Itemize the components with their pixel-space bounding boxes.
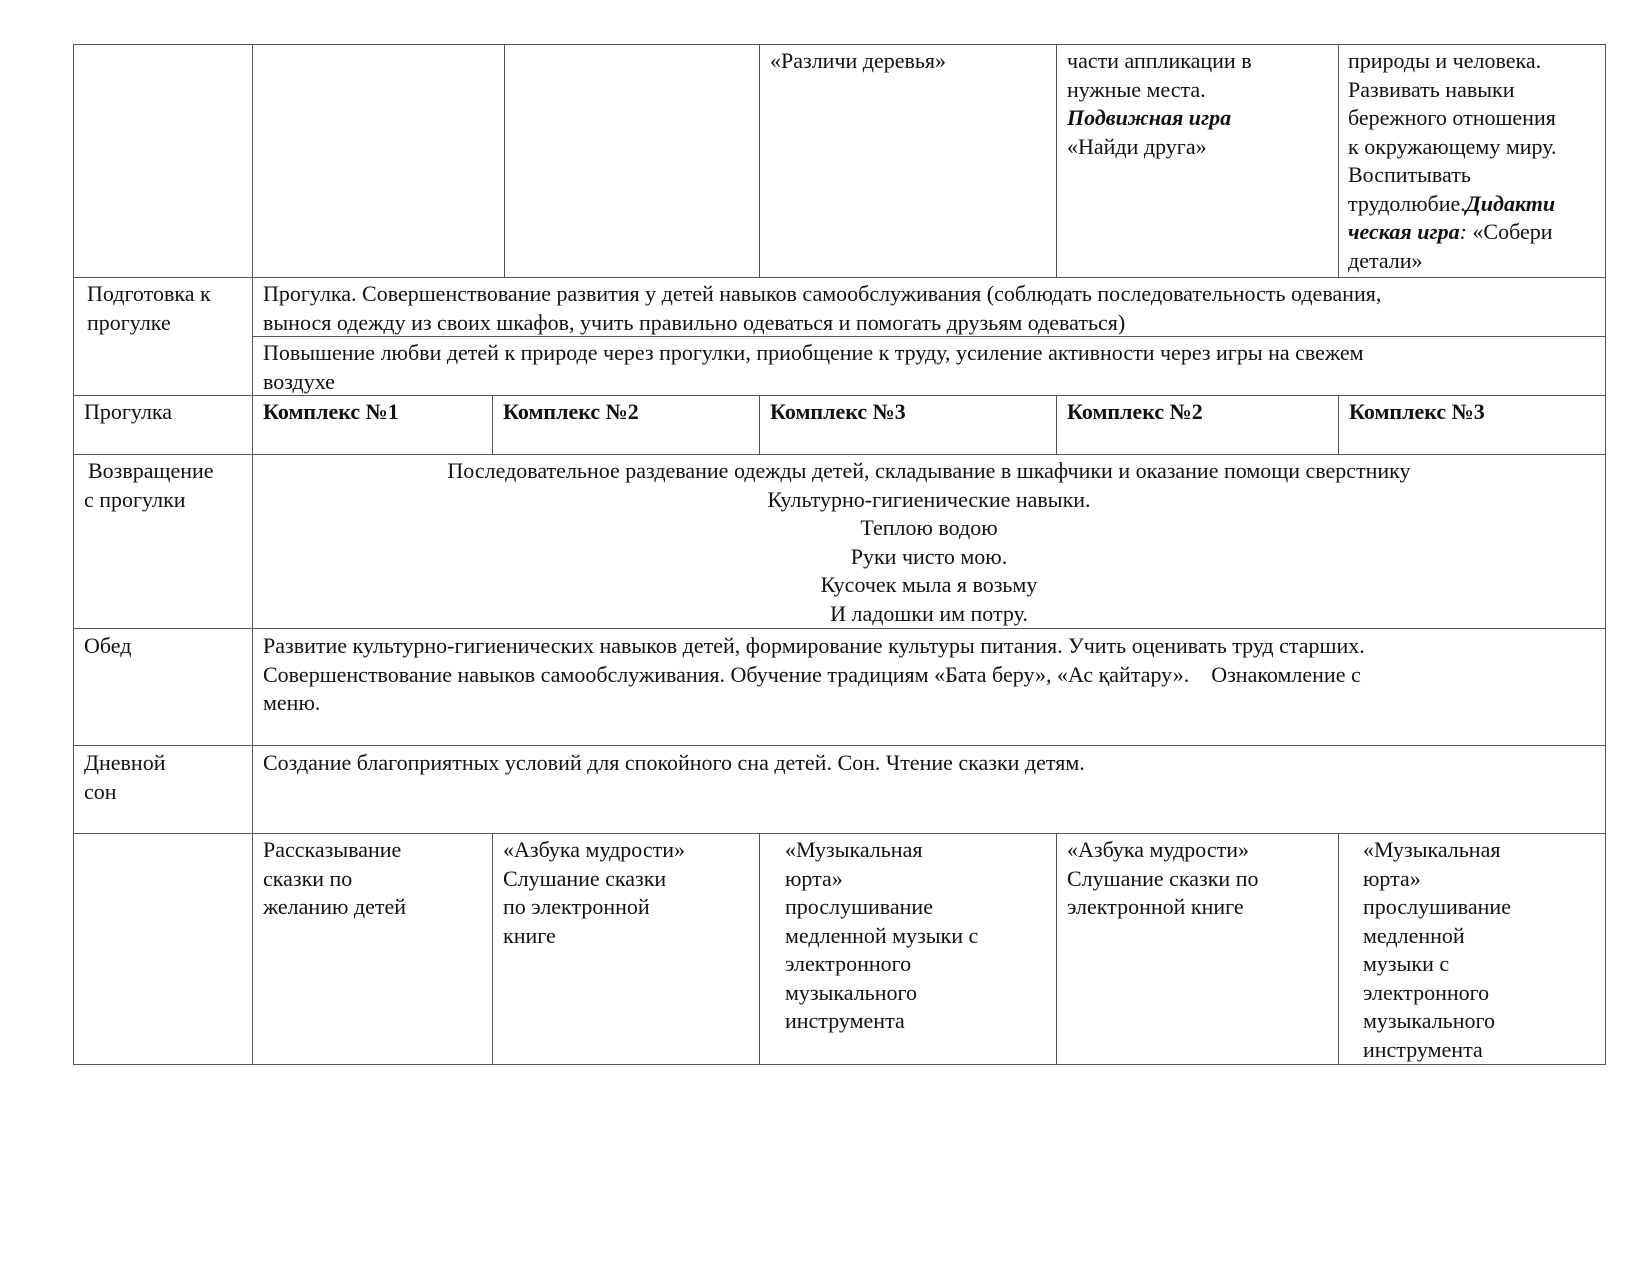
rule-nap-bottom — [73, 833, 1606, 834]
nap-label-line: Дневной — [84, 750, 166, 775]
row1-col6-line: Развивать навыки — [1348, 76, 1515, 102]
walk-complex-1-text: Комплекс №1 — [263, 399, 399, 424]
prep-text-1 — [252, 280, 1606, 337]
lunch-text-line: меню. — [263, 690, 321, 715]
return-text-line: Руки чисто мою. — [850, 543, 1008, 569]
row1-col6-line7-bold: ческая игра — [1348, 219, 1460, 244]
rule-row1-bottom — [73, 277, 1606, 278]
nap-label — [73, 749, 252, 806]
schedule-table — [73, 44, 1606, 1064]
row1-col6-line-7 — [1348, 218, 1602, 247]
lunch-label — [73, 632, 252, 661]
walk-complex-1 — [252, 398, 492, 427]
row1-col6-line: бережного отношения — [1348, 105, 1556, 130]
stories-col6 — [1338, 836, 1606, 1064]
row1-col5-line: нужные места. — [1067, 76, 1206, 102]
row1-col5-game-name: «Найди друга» — [1067, 133, 1207, 159]
nap-text — [252, 749, 1606, 778]
return-label-line: Возвращение — [88, 458, 214, 483]
stories-col6-line: электронного — [1363, 979, 1490, 1005]
lunch-text-line: Совершенствование навыков самообслуживания. Обучение традициям «Бата беру», «Ас қайтару». Ознакомление с — [263, 661, 1361, 687]
walk-label-text: Прогулка — [84, 399, 173, 424]
row1-col6-line: Воспитывать — [1348, 162, 1471, 187]
lunch-text — [252, 632, 1606, 718]
stories-col6-line: медленной — [1363, 922, 1465, 948]
stories-col3 — [492, 836, 759, 950]
nap-label-line: сон — [84, 778, 117, 804]
stories-col2 — [252, 836, 492, 922]
prep-label — [73, 280, 252, 337]
rule-top — [73, 44, 1606, 45]
prep-text-2 — [252, 339, 1606, 396]
stories-col3-line: книге — [503, 922, 556, 948]
walk-complex-5-text: Комплекс №3 — [1349, 399, 1485, 424]
stories-col4-line: медленной музыки с — [785, 922, 979, 948]
walk-complex-2 — [492, 398, 759, 427]
stories-col2-line: Рассказывание — [263, 837, 402, 862]
stories-col5-line: Слушание сказки по — [1067, 865, 1259, 891]
prep-text-1-line: вынося одежду из своих шкафов, учить правильно одеваться и помогать друзьям одеваться) — [263, 309, 1126, 335]
lunch-label-text: Обед — [84, 633, 132, 658]
row1-col6-line6-bold: Дидакти — [1465, 190, 1556, 216]
row1-col6-line7-colon: : — [1459, 219, 1467, 244]
stories-col3-line: по электронной — [503, 894, 650, 919]
row1-col6-line: к окружающему миру. — [1348, 133, 1557, 159]
walk-complex-3 — [759, 398, 1056, 427]
return-label-line: с прогулки — [84, 486, 186, 512]
stories-col6-line: инструмента — [1363, 1036, 1483, 1062]
walk-label — [73, 398, 252, 427]
rule-return-bottom — [73, 628, 1606, 629]
rule-walk-bottom — [73, 454, 1606, 455]
rule-row1-col3 — [759, 44, 760, 277]
walk-complex-4-text: Комплекс №2 — [1067, 399, 1203, 424]
stories-col4-line: прослушивание — [785, 894, 933, 919]
row1-cell-col4 — [759, 47, 1056, 76]
stories-col3-line: Слушание сказки — [503, 865, 667, 891]
stories-col3-line: «Азбука мудрости» — [503, 837, 685, 862]
nap-text-line: Создание благоприятных условий для спокойного сна детей. Сон. Чтение сказки детям. — [263, 750, 1085, 775]
stories-col2-line: желанию детей — [263, 894, 407, 919]
walk-complex-5 — [1338, 398, 1606, 427]
stories-col4-line: музыкального — [785, 979, 917, 1005]
row1-col5-line: части аппликации в — [1067, 48, 1252, 73]
stories-col6-line: юрта» — [1363, 865, 1421, 891]
row1-col6-line6-plain: трудолюбие. — [1348, 190, 1466, 216]
stories-col6-line: музыкального — [1363, 1008, 1495, 1033]
rule-bottom — [73, 1064, 1606, 1065]
row1-cell-col5 — [1056, 47, 1338, 161]
rule-lunch-bottom — [73, 745, 1606, 746]
row1-cell-col6 — [1338, 47, 1606, 275]
stories-col4 — [759, 836, 1056, 1036]
stories-col5 — [1056, 836, 1338, 922]
stories-col2-line: сказки по — [263, 865, 353, 891]
stories-col5-line: «Азбука мудрости» — [1067, 837, 1249, 862]
stories-col4-line: «Музыкальная — [785, 837, 923, 862]
return-text-line: Теплою водою — [860, 515, 998, 540]
return-label — [73, 457, 252, 514]
rule-row1-col2 — [504, 44, 505, 277]
row1-col6-line-6 — [1348, 190, 1602, 219]
return-text — [252, 457, 1606, 628]
walk-complex-2-text: Комплекс №2 — [503, 399, 639, 424]
row1-col6-line: детали» — [1348, 247, 1423, 273]
rule-left — [73, 44, 74, 1064]
stories-col4-line: юрта» — [785, 865, 843, 891]
return-text-line: И ладошки им потру. — [830, 600, 1028, 626]
lunch-text-line: Развитие культурно-гигиенических навыков детей, формирование культуры питания. Учить оценивать труд старших. — [263, 633, 1365, 658]
stories-col6-line: прослушивание — [1363, 894, 1511, 919]
return-text-line: Кусочек мыла я возьму — [820, 572, 1038, 597]
return-text-line: Культурно-гигиенические навыки. — [767, 486, 1091, 512]
stories-col4-line: электронного — [785, 951, 912, 976]
prep-text-2-line: Повышение любви детей к природе через прогулки, приобщение к труду, усиление активности через игры на свежем — [263, 340, 1364, 365]
walk-complex-4 — [1056, 398, 1338, 427]
stories-col5-line: электронной книге — [1067, 894, 1244, 919]
row1-col6-line7-plain: «Собери — [1466, 219, 1553, 244]
stories-col4-line: инструмента — [785, 1008, 905, 1033]
row1-col5-game-label: Подвижная игра — [1067, 105, 1232, 130]
walk-complex-3-text: Комплекс №3 — [770, 399, 906, 424]
stories-col6-line: музыки с — [1363, 951, 1450, 976]
row1-col6-line: природы и человека. — [1348, 48, 1542, 73]
prep-text-2-line: воздухе — [263, 368, 335, 394]
stories-col6-line: «Музыкальная — [1363, 837, 1501, 862]
prep-label-line: Подготовка к — [87, 281, 211, 306]
prep-text-1-line: Прогулка. Совершенствование развития у детей навыков самообслуживания (соблюдать последовательность одевания, — [263, 281, 1382, 306]
row1-col4-text: «Различи деревья» — [770, 48, 947, 73]
return-text-line: Последовательное раздевание одежды детей, складывание в шкафчики и оказание помощи сверстнику — [447, 458, 1411, 483]
prep-label-line: прогулке — [87, 309, 171, 335]
